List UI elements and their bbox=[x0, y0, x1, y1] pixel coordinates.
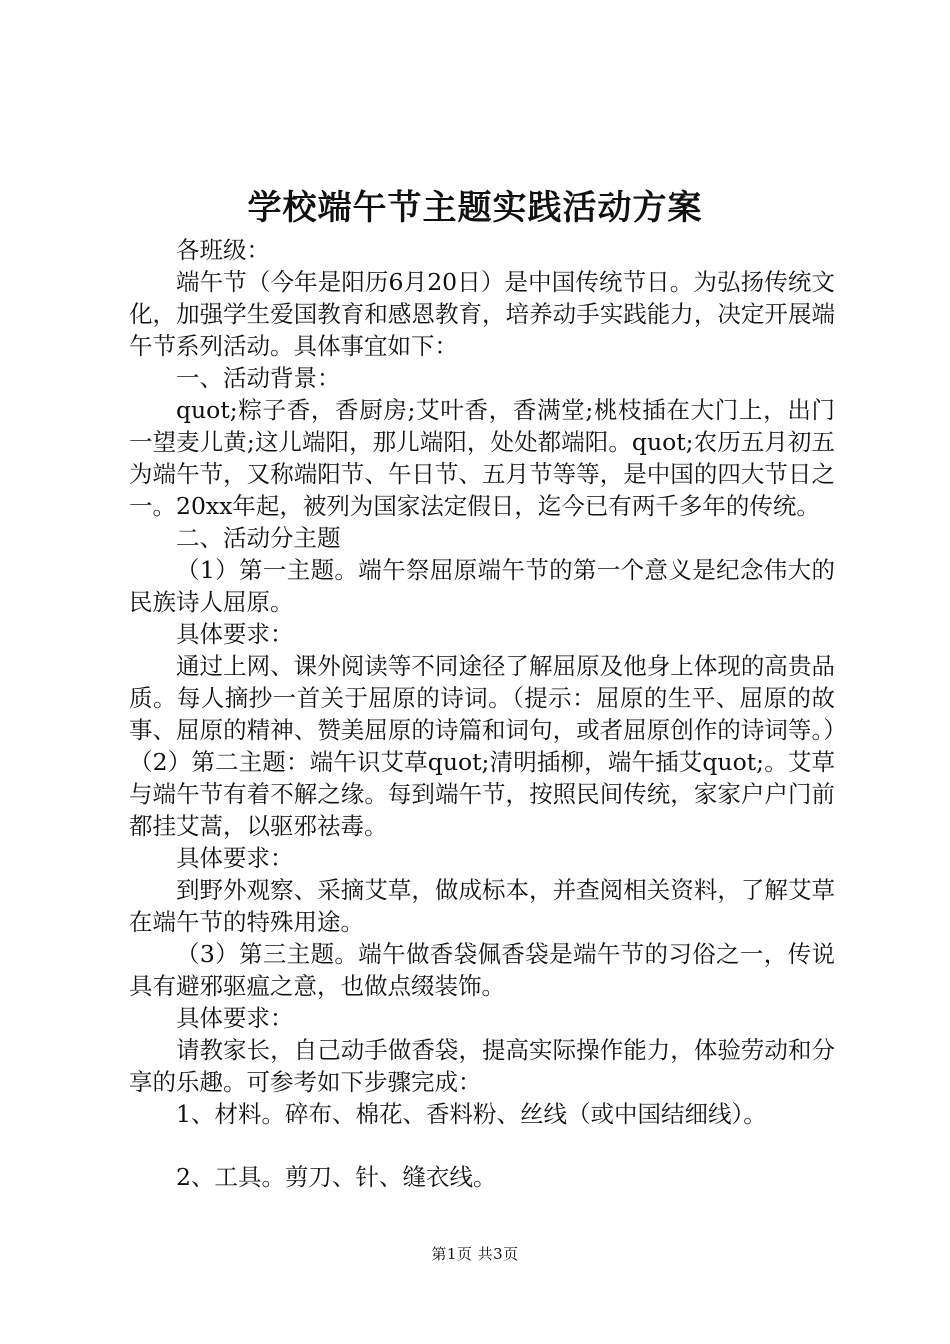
document-body bbox=[129, 234, 835, 1193]
document-title: 学校端午节主题实践活动方案 bbox=[247, 188, 703, 228]
paragraph-requirements-1: 通过上网、课外阅读等不同途径了解屈原及他身上体现的高贵品质。每人摘抄一首关于屈原的诗词。（提示：屈原的生平、屈原的故事、屈原的精神、赞美屈原的诗篇和词句，或者屈原创作的诗词等。）（2）第二主题：端午识艾草quot;清明插柳，端午插艾quot;。艾草与端午节有着不解之缘。每到端午节，按照民间传统，家家户户门前都挂艾蒿，以驱邪祛毒。 bbox=[129, 652, 835, 840]
paragraph-greeting: 各班级： bbox=[176, 236, 270, 264]
section-heading-themes: 二、活动分主题 bbox=[176, 524, 341, 552]
paragraph-gap bbox=[129, 1130, 835, 1161]
page-footer: 第1页 共3页 bbox=[431, 1245, 519, 1263]
paragraph-requirements-label-3: 具体要求： bbox=[176, 1004, 294, 1032]
paragraph-theme-1: （1）第一主题。端午祭屈原端午节的第一个意义是纪念伟大的民族诗人屈原。 bbox=[129, 556, 835, 616]
section-heading-background: 一、活动背景： bbox=[176, 364, 341, 392]
paragraph-requirements-3: 请教家长，自己动手做香袋，提高实际操作能力，体验劳动和分享的乐趣。可参考如下步骤完成： bbox=[129, 1036, 835, 1096]
paragraph-background: quot;粽子香，香厨房;艾叶香，香满堂;桃枝插在大门上，出门一望麦儿黄;这儿端阳，那儿端阳，处处都端阳。quot;农历五月初五为端午节，又称端阳节、午日节、五月节等等，是中国的四大节日之一。20xx年起，被列为国家法定假日，迄今已有两千多年的传统。 bbox=[129, 396, 835, 520]
paragraph-theme-3: （3）第三主题。端午做香袋佩香袋是端午节的习俗之一，传说具有避邪驱瘟之意，也做点缀装饰。 bbox=[129, 940, 835, 1000]
paragraph-requirements-2: 到野外观察、采摘艾草，做成标本，并查阅相关资料，了解艾草在端午节的特殊用途。 bbox=[129, 876, 835, 936]
paragraph-requirements-label-1: 具体要求： bbox=[176, 620, 294, 648]
paragraph-materials: 1、材料。碎布、棉花、香料粉、丝线（或中国结细线）。 bbox=[176, 1100, 767, 1128]
paragraph-tools: 2、工具。剪刀、针、缝衣线。 bbox=[176, 1163, 497, 1191]
paragraph-intro: 端午节（今年是阳历6月20日）是中国传统节日。为弘扬传统文化，加强学生爱国教育和感恩教育，培养动手实践能力，决定开展端午节系列活动。具体事宜如下： bbox=[129, 268, 835, 360]
paragraph-requirements-label-2: 具体要求： bbox=[176, 844, 294, 872]
